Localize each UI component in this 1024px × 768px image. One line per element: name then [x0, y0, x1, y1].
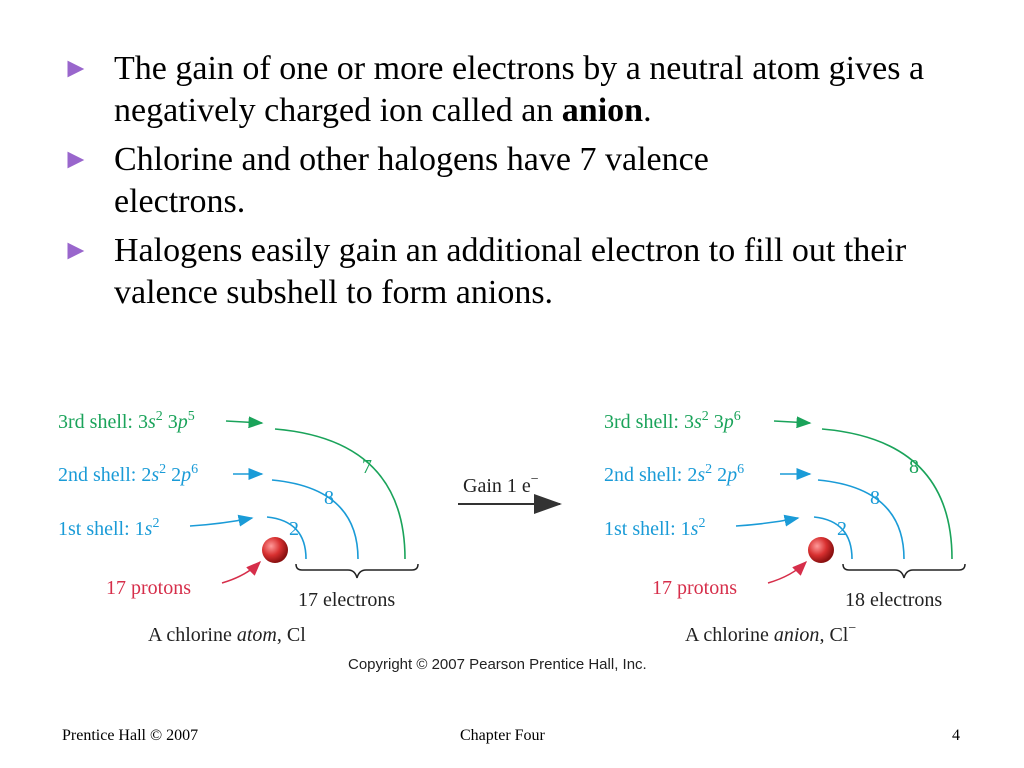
bullet-item [62, 48, 992, 132]
shell3-count: 8 [909, 456, 919, 478]
protons-label: 17 protons [652, 577, 737, 599]
bullet-text: Chlorine and other halogens have 7 valence electrons. [114, 141, 709, 220]
chlorine-ion-diagram [0, 380, 1024, 655]
protons-arrow [768, 562, 806, 583]
bullet-item [62, 230, 992, 314]
nucleus-ball [808, 537, 834, 563]
anion-caption: A chlorine anion, Cl− [685, 621, 857, 646]
gain-electron-label: Gain 1 e− [463, 472, 539, 497]
electrons-total: 18 electrons [845, 589, 943, 611]
shell1-pointer-arrow [190, 518, 252, 526]
atom-caption: A chlorine atom, Cl [148, 624, 306, 646]
bullet-text: Halogens easily gain an additional electron to fill out their valence subshell to form anions. [114, 232, 907, 311]
bullet-list [62, 48, 992, 321]
bullet-text: The gain of one or more electrons by a neutral atom gives a negatively charged ion called an anion. [114, 50, 925, 129]
shell3-pointer-arrow [226, 421, 262, 423]
copyright-notice: Copyright © 2007 Pearson Prentice Hall, Inc. [348, 656, 647, 673]
electrons-brace [843, 564, 965, 578]
chlorine-atom-panel [58, 409, 418, 646]
protons-arrow [222, 562, 260, 583]
bold-term: anion [561, 92, 644, 129]
electrons-total: 17 electrons [298, 589, 396, 611]
shell3-label: 3rd shell: $3s^2$ $3p^5$ [58, 409, 195, 433]
shell1-count: 2 [837, 518, 847, 540]
footer-publisher: Prentice Hall © 2007 [62, 727, 199, 744]
gain-electron-arrow-group [458, 472, 560, 504]
bullet-marker: ► [62, 144, 90, 175]
shell1-label: 1st shell: $1s^2$ [58, 516, 160, 540]
chlorine-anion-panel [604, 409, 965, 646]
shell3-label: 3rd shell: $3s^2$ $3p^6$ [604, 409, 741, 433]
shell2-label: 2nd shell: $2s^2$ $2p^6$ [604, 462, 745, 486]
protons-label: 17 protons [106, 577, 191, 599]
shell3-count: 7 [362, 456, 372, 478]
bullet-marker: ► [62, 53, 90, 84]
shell3-pointer-arrow [774, 421, 810, 423]
bullet-item [62, 139, 992, 223]
footer-page-number: 4 [952, 727, 960, 744]
nucleus-ball [262, 537, 288, 563]
shell2-label: 2nd shell: $2s^2$ $2p^6$ [58, 462, 199, 486]
footer-chapter: Chapter Four [460, 727, 545, 744]
shell1-label: 1st shell: $1s^2$ [604, 516, 706, 540]
shell1-pointer-arrow [736, 518, 798, 526]
shell1-count: 2 [289, 518, 299, 540]
shell2-count: 8 [324, 487, 334, 509]
shell2-count: 8 [870, 487, 880, 509]
bullet-marker: ► [62, 235, 90, 266]
electrons-brace [296, 564, 418, 578]
